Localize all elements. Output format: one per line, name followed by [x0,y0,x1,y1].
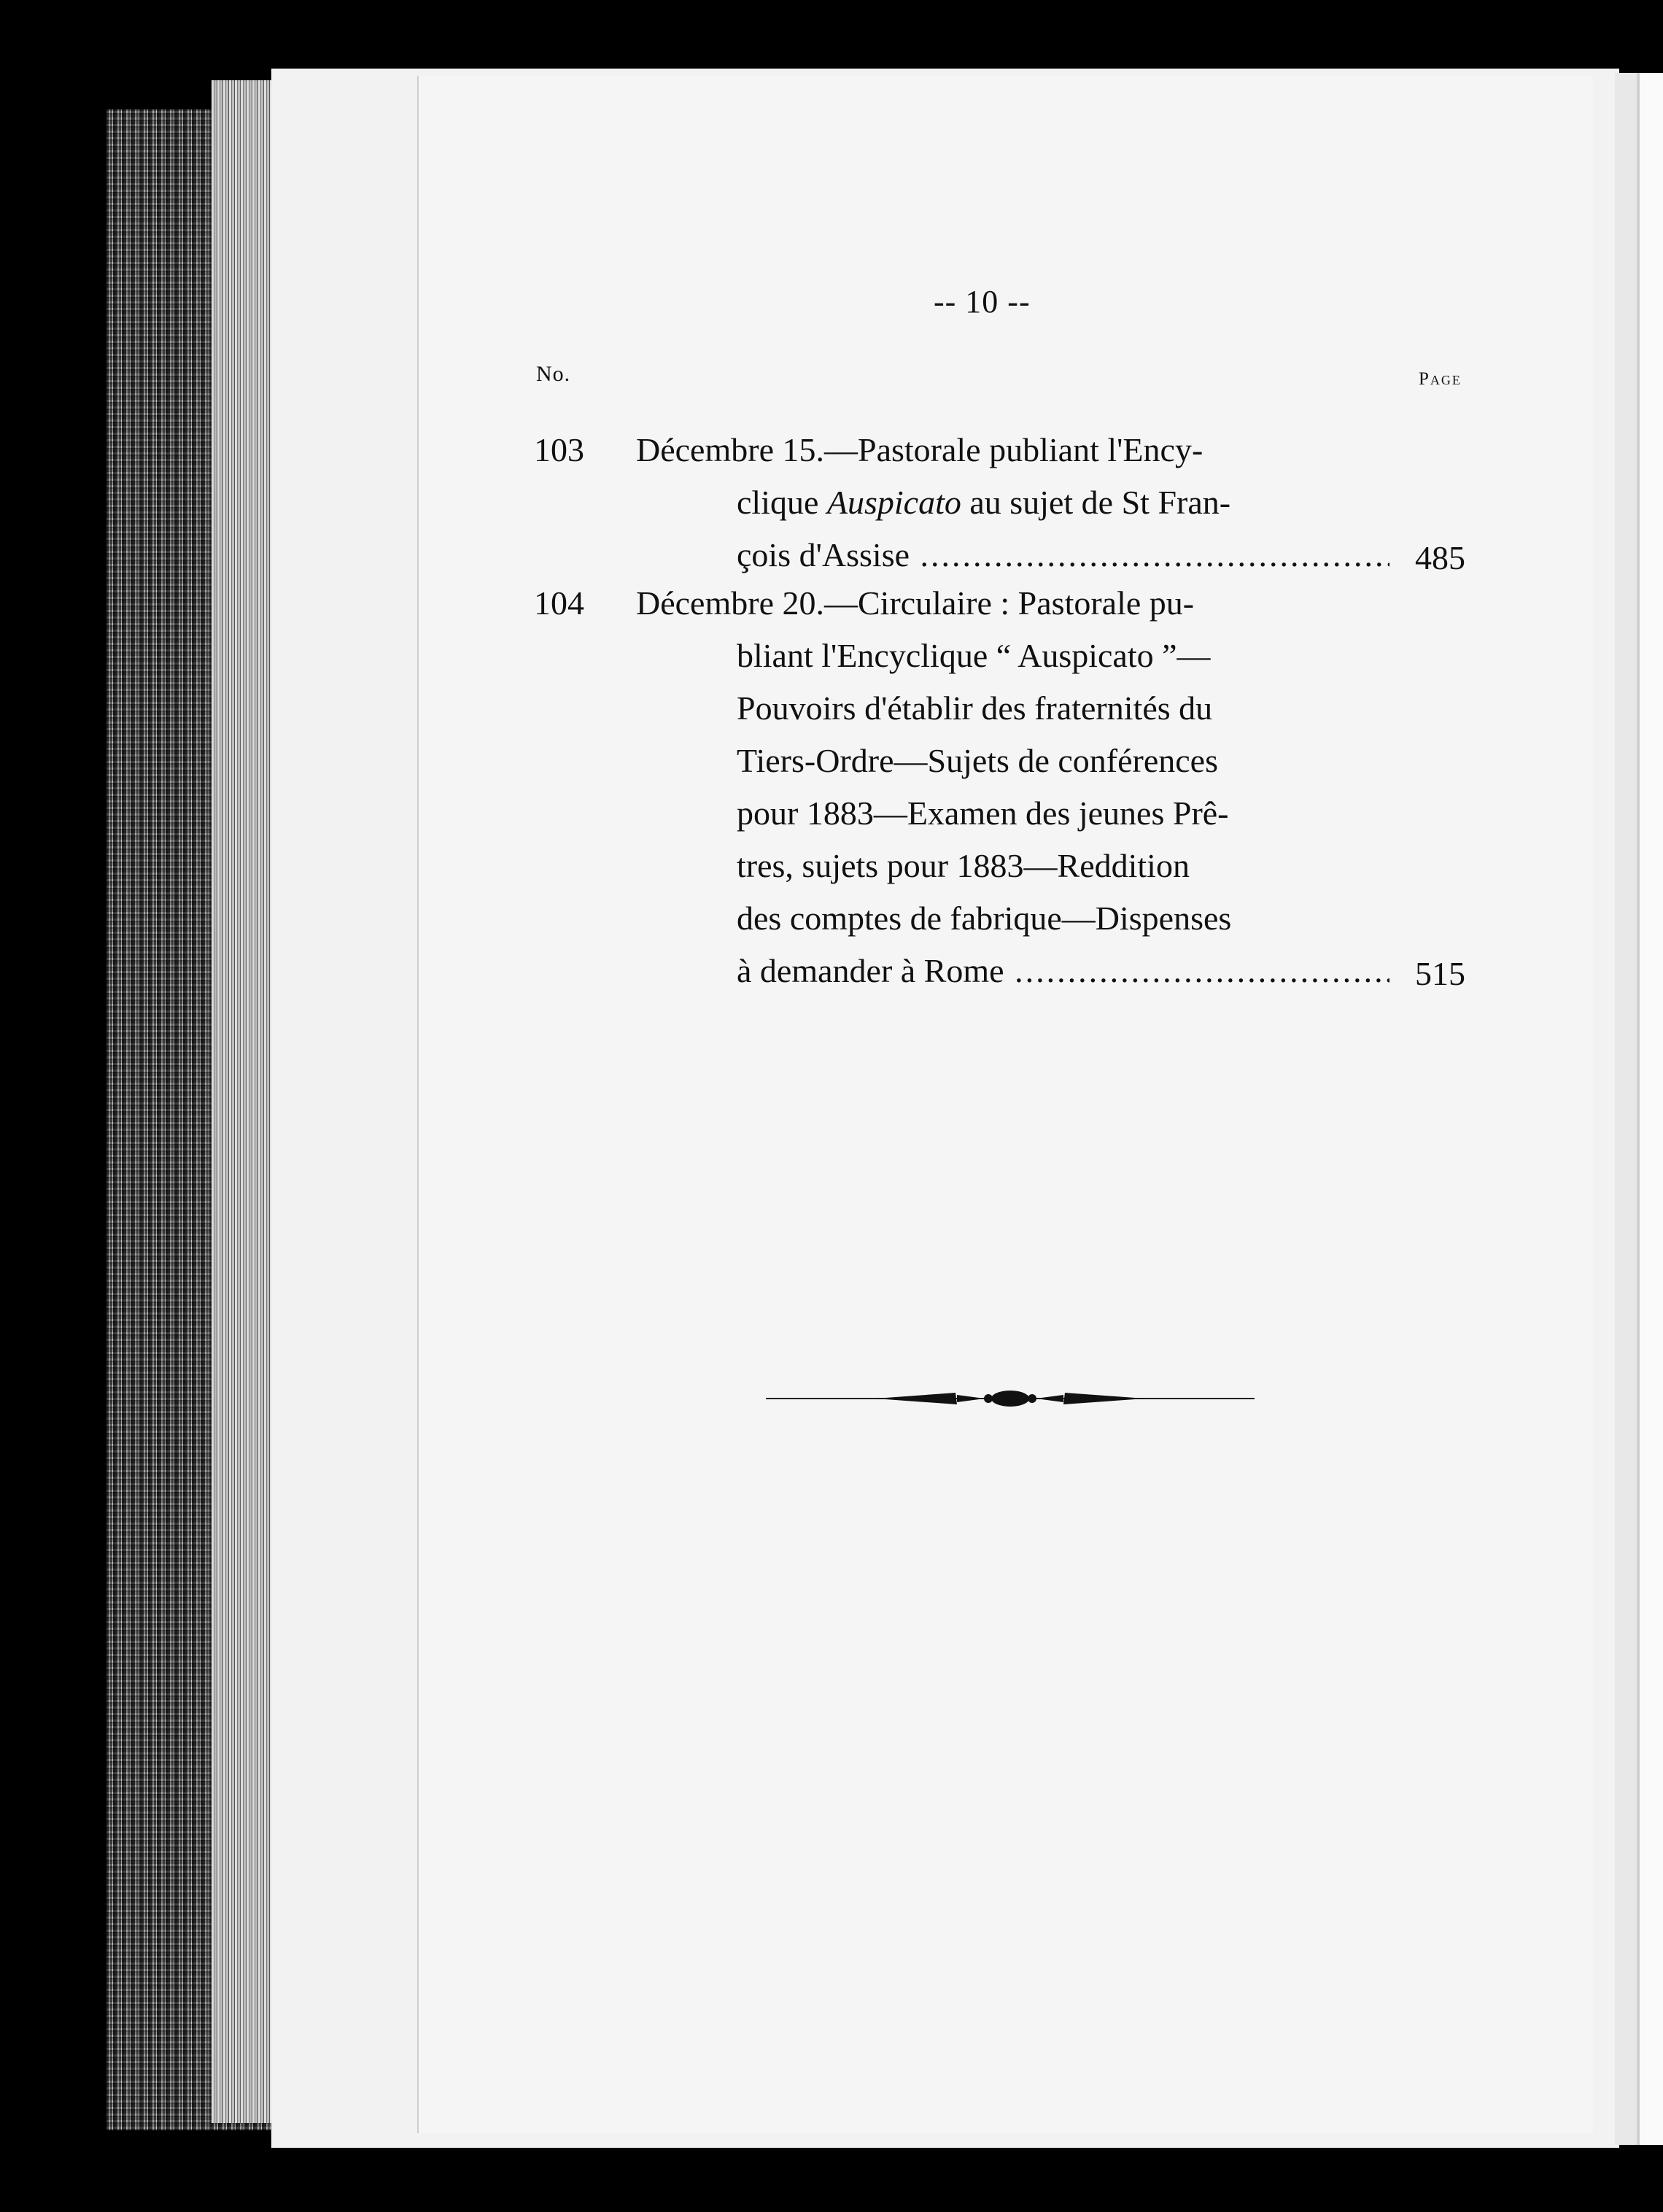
entry-line [737,951,1389,990]
entry-text: tres, sujets pour 1883—Reddition [737,847,1190,884]
entry-text: Décembre 20.—Circulaire : Pastorale pu- [636,584,1195,622]
entry-page-ref: 485 [1415,539,1465,576]
entry-line [737,846,1393,885]
column-header-page: Page [1419,369,1462,389]
column-header-no: No. [536,362,571,386]
page-number: -- 10 -- [934,284,1031,320]
entry-number: 104 [534,584,584,622]
entry-line [636,584,1395,622]
entry-text: bliant l'Encyclique “ Auspicato ”— [737,637,1211,674]
entry-text: clique [737,484,819,521]
entry-line [737,899,1393,937]
entry-text: à demander à Rome [737,952,1004,989]
entry-text: Décembre 15.—Pastorale publiant l'Ency- [636,431,1203,468]
entry-text-italic: Auspicato [826,484,961,521]
entry-text: Tiers-Ordre—Sujets de conférences [737,742,1218,779]
entry-text-leader [737,535,1389,574]
entry-line [737,689,1393,727]
entry-text: Pouvoirs d'établir des fraternités du [737,689,1213,727]
entry-line [737,794,1393,832]
entry-text: au sujet de St Fran- [969,484,1231,521]
entry-line [737,535,1389,574]
entry-text-leader [737,951,1389,990]
entry-text: pour 1883—Examen des jeunes Prê- [737,794,1229,832]
ornament-divider-icon [766,1380,1255,1417]
entry-text: des comptes de fabrique—Dispenses [737,900,1232,937]
entry-number: 103 [534,431,584,468]
entry-line [737,483,1393,522]
entry-line [737,741,1393,780]
entry-text: çois d'Assise [737,536,910,573]
entry-line [636,430,1395,469]
entry-line [737,636,1393,675]
entry-page-ref: 515 [1415,955,1465,992]
